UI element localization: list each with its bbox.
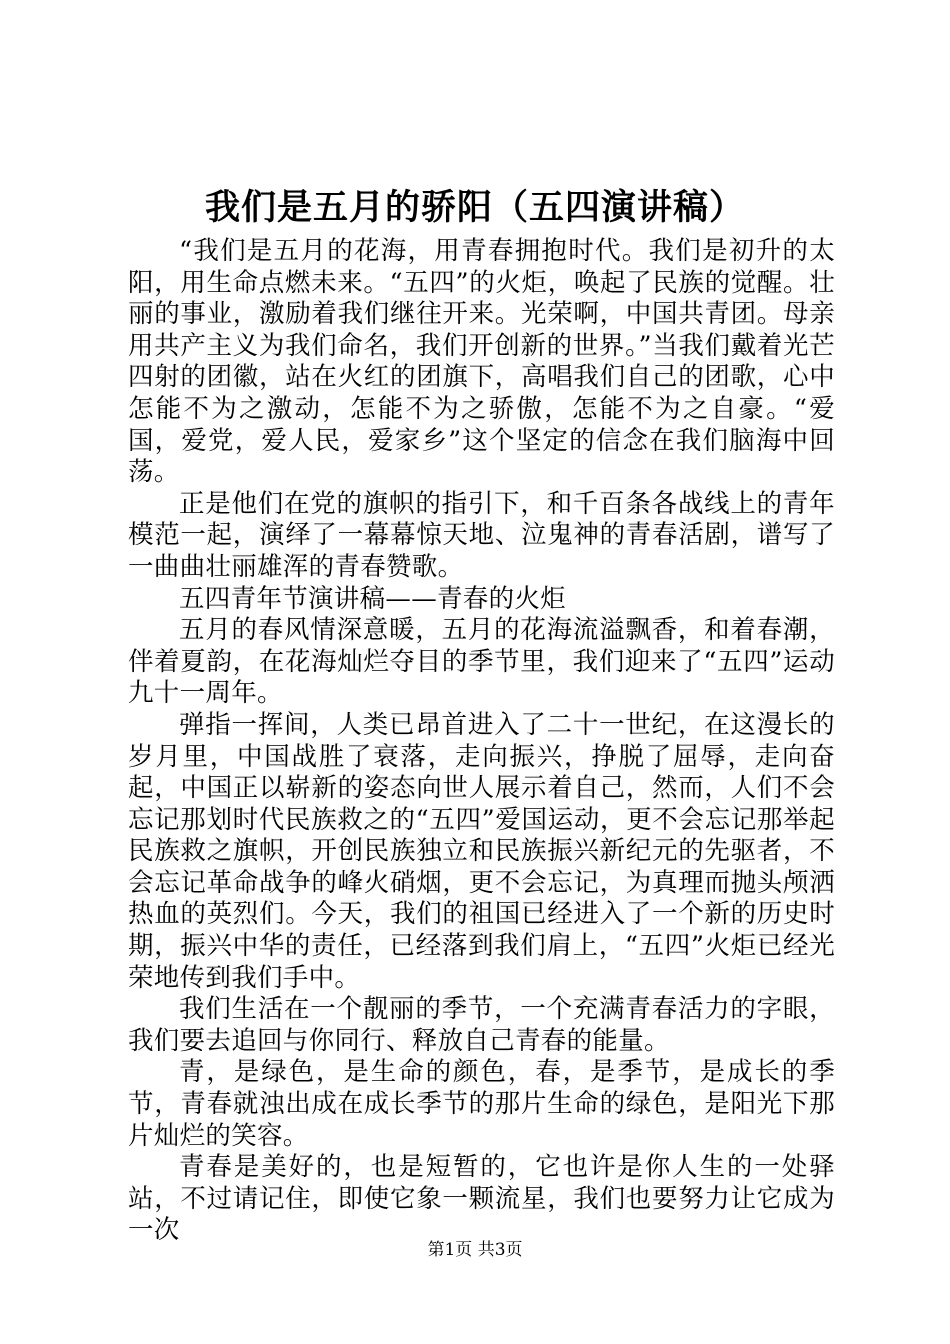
paragraph: “我们是五月的花海，用青春拥抱时代。我们是初升的太阳，用生命点燃未来。“五四”的火炬，唤起了民族的觉醒。壮丽的事业，激励着我们继往开来。光荣啊，中国共青团。母亲用共产主义为我们命名，我们开创新的世界。”当我们戴着光芒四射的团徽，站在火红的团旗下，高唱我们自己的团歌，心中怎能不为之激动，怎能不为之骄傲，怎能不为之自豪。“爱国，爱党，爱人民，爱家乡”这个坚定的信念在我们脑海中回荡。: [128, 236, 835, 488]
document-body: [128, 236, 835, 1247]
section-heading: 五四青年节演讲稿——青春的火炬: [179, 583, 567, 614]
document-title: 我们是五月的骄阳（五四演讲稿）: [204, 187, 745, 228]
paragraph: 我们生活在一个靓丽的季节，一个充满青春活力的字眼，我们要去追回与你同行、释放自己青春的能量。: [128, 994, 835, 1056]
paragraph: 青，是绿色，是生命的颜色，春，是季节，是成长的季节，青春就浊出成在成长季节的那片生命的绿色，是阳光下那片灿烂的笑容。: [128, 1057, 835, 1151]
paragraph: 弹指一挥间，人类已昂首进入了二十一世纪，在这漫长的岁月里，中国战胜了衰落，走向振兴，挣脱了屈辱，走向奋起，中国正以崭新的姿态向世人展示着自己，然而，人们不会忘记那划时代民族救之的“五四”爱国运动，更不会忘记那举起民族救之旗帜，开创民族独立和民族振兴新纪元的先驱者，不会忘记革命战争的峰火硝烟，更不会忘记，为真理而抛头颅洒热血的英烈们。今天，我们的祖国已经进入了一个新的历史时期，振兴中华的责任，已经落到我们肩上，“五四”火炬已经光荣地传到我们手中。: [128, 709, 835, 993]
paragraph: 青春是美好的，也是短暂的，它也许是你人生的一处驿站，不过请记住，即使它象一颗流星，我们也要努力让它成为一次: [128, 1152, 835, 1246]
page-number-footer: 第1页 共3页: [427, 1240, 523, 1260]
paragraph: 正是他们在党的旗帜的指引下，和千百条各战线上的青年模范一起，演绎了一幕幕惊天地、泣鬼神的青春活剧，谱写了一曲曲壮丽雄浑的青春赞歌。: [128, 488, 835, 582]
paragraph: 五月的春风情深意暖，五月的花海流溢飘香，和着春潮，伴着夏韵，在花海灿烂夺目的季节里，我们迎来了“五四”运动九十一周年。: [128, 615, 835, 709]
